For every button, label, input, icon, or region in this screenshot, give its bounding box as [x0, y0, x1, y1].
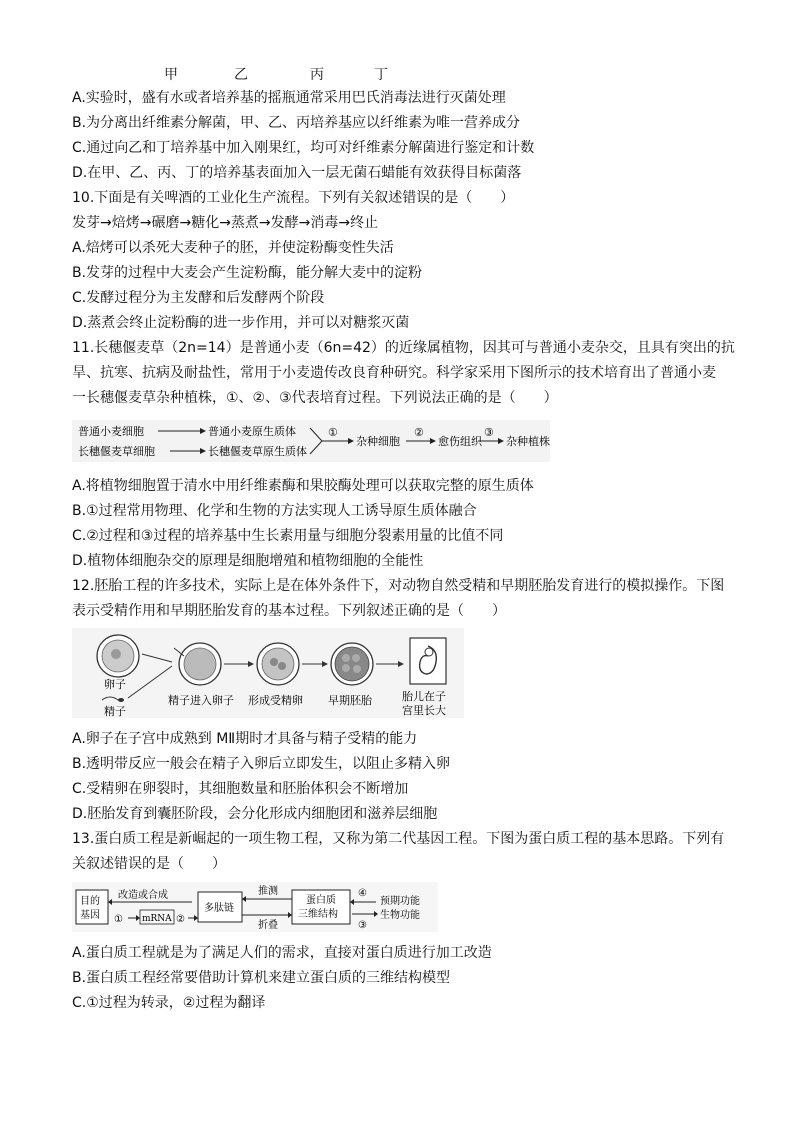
q11-step1: ① — [328, 426, 338, 439]
label-bing: 丙 — [310, 67, 324, 83]
q11-stem-line3: 一长穗偃麦草杂种植株，①、②、③代表培育过程。下列说法正确的是（ ） — [72, 390, 558, 406]
q13-infer-label: 推测 — [258, 886, 278, 897]
q11-option-c: C.②过程和③过程的培养基中生长素用量与细胞分裂素用量的比值不同 — [72, 528, 504, 544]
q12-caption-4b: 宫里长大 — [402, 704, 446, 717]
q13-step3: ③ — [358, 920, 367, 931]
q10-option-a: A.焙烤可以杀死大麦种子的胚，并使淀粉酶变性失活 — [72, 240, 394, 256]
fetus-in-uterus-icon — [410, 638, 446, 684]
q12-caption-3: 早期胚胎 — [328, 694, 372, 707]
q11-option-d: D.植物体细胞杂交的原理是细胞增殖和植物细胞的全能性 — [72, 553, 424, 569]
q13-stem-line2: 关叙述错误的是（ ） — [72, 856, 226, 872]
q13-peptide: 多肽链 — [204, 903, 234, 914]
q11-cell1: 普通小麦细胞 — [78, 425, 144, 438]
q13-func-1: 预期功能 — [380, 896, 420, 907]
q13-mrna: mRNA — [142, 914, 172, 924]
q11-callus: 愈伤组织 — [438, 435, 482, 448]
q13-func-2: 生物功能 — [380, 910, 420, 921]
q10-flow: 发芽→焙烤→碾磨→糖化→蒸煮→发酵→消毒→终止 — [72, 215, 379, 231]
q12-stem-line2: 表示受精作用和早期胚胎发育的基本过程。下列叙述正确的是（ ） — [72, 603, 506, 619]
q12-egg-label: 卵子 — [104, 678, 126, 691]
q9-option-c: C.通过向乙和丁培养基中加入刚果红，均可对纤维素分解菌进行鉴定和计数 — [72, 140, 535, 156]
q13-gene-1: 目的 — [80, 896, 100, 907]
q13-step1: ① — [114, 914, 123, 925]
q13-protein-2: 三维结构 — [298, 909, 338, 920]
q11-proto2: 长穗偃麦草原生质体 — [208, 445, 307, 458]
q13-step2: ② — [176, 914, 185, 925]
label-ding: 丁 — [374, 67, 388, 83]
q13-option-a: A.蛋白质工程就是为了满足人们的需求，直接对蛋白质进行加工改造 — [72, 945, 492, 961]
egg-cell-icon — [97, 635, 139, 677]
label-jia: 甲 — [164, 67, 178, 83]
q12-option-d: D.胚胎发育到囊胚阶段，会分化形成内细胞团和滋养层细胞 — [72, 806, 438, 822]
q13-diagram — [72, 882, 438, 932]
q11-option-a: A.将植物细胞置于清水中用纤维素酶和果胶酶处理可以获取完整的原生质体 — [72, 478, 534, 494]
q13-protein-1: 蛋白质 — [306, 895, 336, 906]
q12-stem-line1: 12.胚胎工程的许多技术，实际上是在体外条件下，对动物自然受精和早期胚胎发育进行的模拟操作。下图 — [72, 578, 725, 594]
q12-option-c: C.受精卵在卵裂时，其细胞数量和胚胎体积会不断增加 — [72, 781, 409, 797]
zygote-icon — [257, 643, 299, 685]
q13-stem-line1: 13.蛋白质工程是新崛起的一项生物工程，又称为第二代基因工程。下图为蛋白质工程的基本思路。下列有 — [72, 831, 725, 847]
q11-step3: ③ — [484, 426, 494, 439]
q11-proto1: 普通小麦原生质体 — [208, 425, 296, 438]
q12-diagram — [72, 628, 464, 718]
q11-diagram — [72, 420, 550, 462]
q10-option-b: B.发芽的过程中大麦会产生淀粉酶，能分解大麦中的淀粉 — [72, 265, 423, 281]
q12-caption-1: 精子进入卵子 — [168, 694, 234, 707]
q10-stem: 10.下面是有关啤酒的工业化生产流程。下列有关叙述错误的是（ ） — [72, 190, 515, 206]
q11-option-b: B.①过程常用物理、化学和生物的方法实现人工诱导原生质体融合 — [72, 503, 477, 519]
q12-option-a: A.卵子在子宫中成熟到 MⅡ期时才具备与精子受精的能力 — [72, 731, 418, 747]
q13-option-b: B.蛋白质工程经常要借助计算机来建立蛋白质的三维结构模型 — [72, 970, 451, 986]
q12-option-b: B.透明带反应一般会在精子入卵后立即发生，以阻止多精入卵 — [72, 756, 451, 772]
q13-modify-label: 改造或合成 — [118, 890, 168, 901]
q9-option-b: B.为分离出纤维素分解菌，甲、乙、丙培养基应以纤维素为唯一营养成分 — [72, 115, 521, 131]
q11-cell2: 长穗偃麦草细胞 — [78, 445, 155, 458]
q10-option-d: D.蒸煮会终止淀粉酶的进一步作用，并可以对糖浆灭菌 — [72, 315, 410, 331]
q10-option-c: C.发酵过程分为主发酵和后发酵两个阶段 — [72, 290, 325, 306]
q12-caption-2: 形成受精卵 — [248, 694, 303, 707]
q11-plant: 杂种植株 — [506, 435, 550, 448]
q11-step2: ② — [414, 426, 424, 439]
early-embryo-icon — [331, 643, 373, 685]
q11-stem-line1: 11.长穗偃麦草（2n=14）是普通小麦（6n=42）的近缘属植物，因其可与普通小麦杂交，且具有突出的抗 — [72, 340, 735, 356]
q13-step4: ④ — [358, 888, 367, 899]
q13-fold-label: 折叠 — [258, 920, 278, 931]
q11-hybrid-cell: 杂种细胞 — [356, 435, 400, 448]
q9-option-d: D.在甲、乙、丙、丁的培养基表面加入一层无菌石蜡能有效获得目标菌落 — [72, 165, 522, 181]
label-yi: 乙 — [234, 67, 248, 83]
q9-option-a: A.实验时，盛有水或者培养基的摇瓶通常采用巴氏消毒法进行灭菌处理 — [72, 90, 506, 106]
q13-option-c: C.①过程为转录，②过程为翻译 — [72, 995, 266, 1011]
q13-gene-2: 基因 — [80, 910, 100, 921]
q11-stem-line2: 旱、抗寒、抗病及耐盐性，常用于小麦遗传改良育种研究。科学家采用下图所示的技术培育出了普通小麦 — [72, 365, 716, 381]
q12-sperm-label: 精子 — [104, 705, 126, 718]
q12-caption-4a: 胎儿在子 — [402, 690, 446, 703]
